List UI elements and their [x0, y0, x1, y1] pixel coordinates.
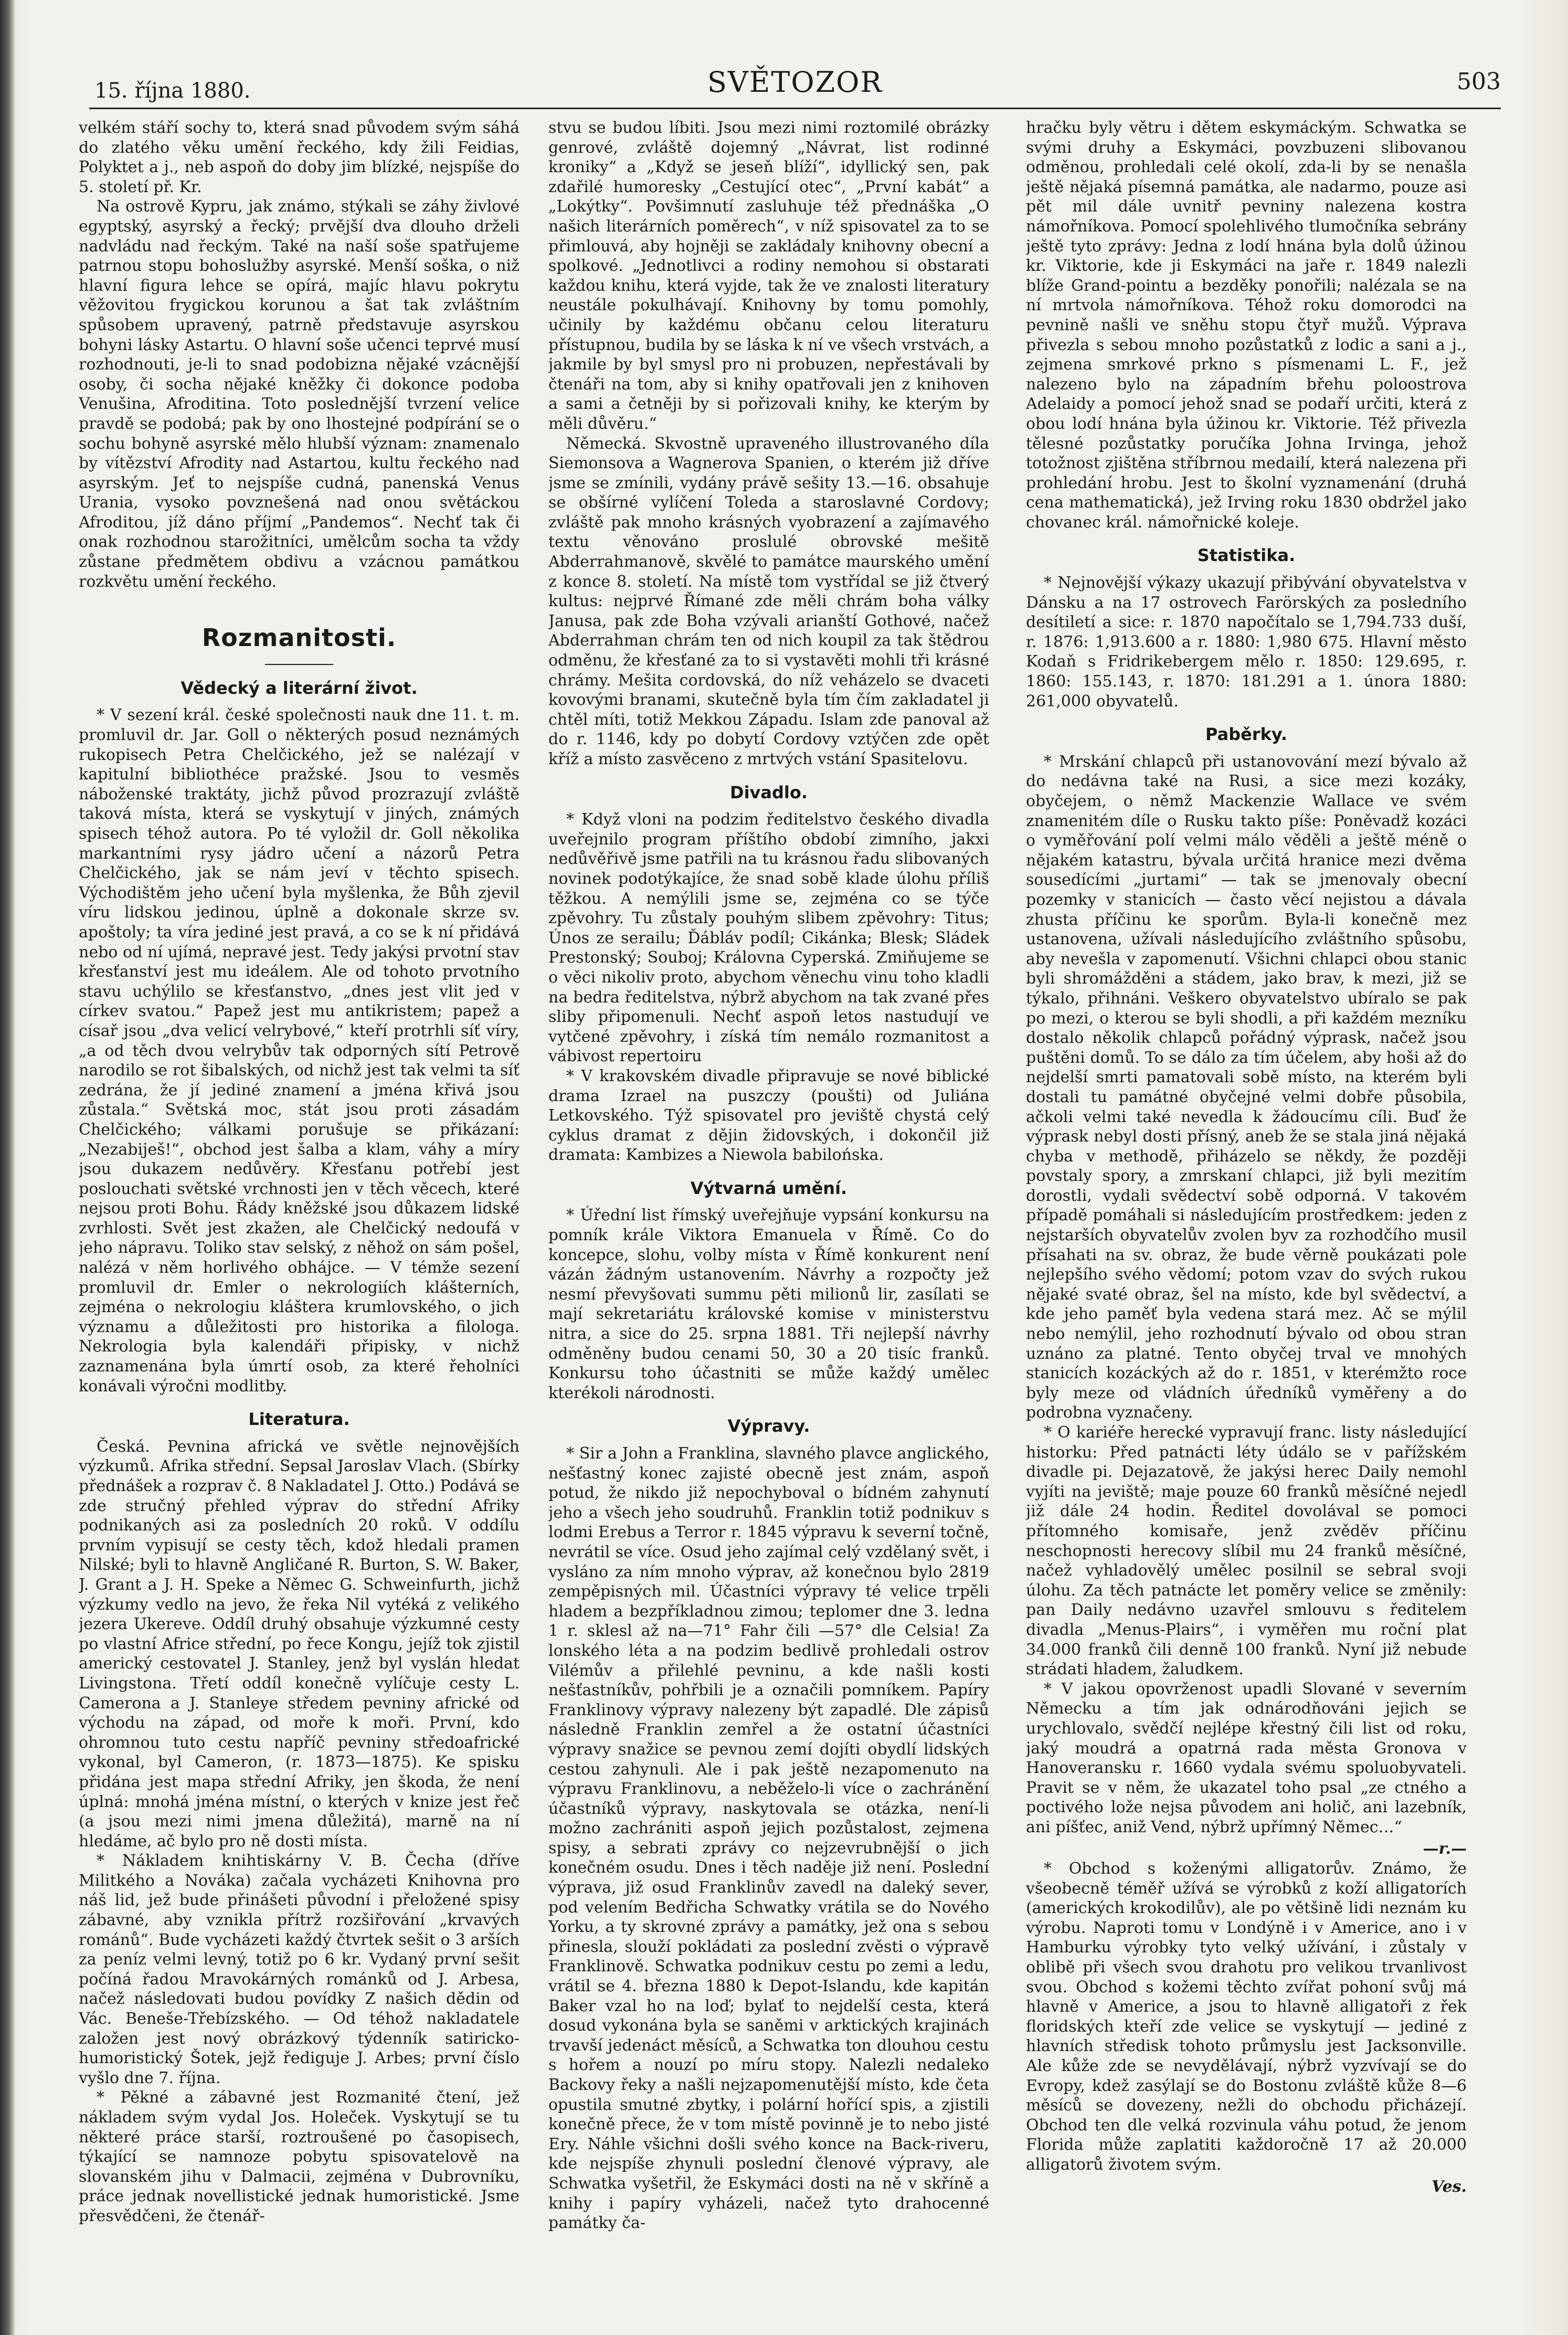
item-mrskani-chlapcu: * Mrskání chlapců při ustanovování mezí bývalo až do nedávna také na Rusi, a sice mezi kozáky, obyčejem, o němž Mackenzie Wallace ve svém znamenitém díle o Rusku takto píše: Poněvadž kozáci o vyměřování polí velmi málo věděli a ještě méně o nějakém katastru, bývala určitá hranice mezi dvěma sousedícími „jurtami“ — tak se jmenovaly obecní pozemky v stanicích — často věcí nejistou a dávala zhusta příčinu ke sporům. Byla-li konečně mez ustanovena, užívali následujícího zvláštního spůsobu, aby nevešla v zapomenutí. Všichni chlapci obou stanic byli shromážděni a stádem, jako brav, k mezi, již se týkalo, přihnáni. Veškero obyvatelstvo ubíralo se pak po mezi, o kterou se byli shodli, a při každém mezníku dostalo několik chlapců pořádný výprask, načež jsou puštěni domů. To se dálo za tím účelem, aby hoši až do nejdelší smrti pamatovali sobě místo, na kterém byli dostali tu památné obyčejné velmi dobře působila, ačkoli velmi také nevedla k žádoucímu cíli. Buď že výprask nebyl dosti přísný, aneb že se stala jiná nějaká chyba v methodě, přiházelo se někdy, že později povstaly spory, a zmrskaní chlapci, již byli mezitím dorostli, vydali svědectví sobě odporná. V takovém případě pomáhali si následujícím prostředkem: jeden z nejstarších obyvatelův zvolen byv za rozhodčího musil přísahati na sv. obraz, že bude věrně poukázati pole nejlepšího svého vědomí; potom vzav do svých rukou nějaké svaté obraz, šel na místo, kde byl svědectví, a kde jeho paměť byla vedena stará mez. Ač se mýlil nebo nemýlil, jeho rozhodnutí bývalo od obou stran uznáno za platné. Tento obyčej trval ve mnohých stanicích kozáckých až do r. 1851, v kterémžto roce byly meze od vládních úředníků vyměřeny a do podrobna vyznačeny.: [1026, 752, 1467, 1422]
column-3: [1026, 118, 1467, 2296]
page-header: [89, 55, 1501, 102]
item-dansko-obyvatelstvo: * Nejnovější výkazy ukazují přibývání obyvatelstva v Dánsku a na 17 ostrovech Farörských za posledního desítiletí a sice: r. 1870 napočítalo se 1,794.733 duší, r. 1876: 1,913.600 a r. 1880: 1,980 675. Hlavní město Kodaň s Fridrikebergem mělo r. 1850: 129.695, r. 1860: 155.143, r. 1870: 181.291 a 1. února 1880: 261,000 obyvatelů.: [1026, 574, 1467, 711]
item-ceske-divadlo: * Když vloni na podzim ředitelstvo českého divadla uveřejnilo program příštího období zimního, jakxi nedůvěřivě jsme patřili na tu krásnou řadu slibovaných novinek podotýkajíce, že snad sobě klade úlohu příliš těžkou. A nemýlili jsme se, zejména co se týče zpěvohry. Tu zůstaly pouhým slibem zpěvohry: Titus; Únos ze serailu; Ďábláv podíl; Cikánka; Blesk; Sládek Prestonský; Souboj; Královna Cyperská. Zmiňujeme se o věci nikoliv proto, abychom věnechu vinu toho kladli na bedra ředitelstva, nýbrž abychom na tak zvané přes sliby připomenuli. Nechť aspoň letos nastudují ve vytčené zpěvohry, i získá tím nemálo rozmanitost a vábivost repertoiru: [548, 810, 989, 1066]
page-binding-edge: [0, 0, 15, 2335]
periodical-title: SVĚTOZOR: [707, 66, 883, 99]
item-slovane-v-nemecku: * V jakou opovrženost upadli Slované v severním Německu a tím jak odnárodňováni jejich se urychlovalo, svědčí nejlépe křestný čili list od roku, jaký moudrá a opatrná rada města Gronova v Hanoveransku r. 1660 vydala svému spoluobyvateli. Pravit se v něm, že ukazatel toho psal „ze ctného a poctivého lože nejsa původem ani holič, ani lazebník, ani píšťec, aniž Vend, nýbrž upřímný Němec…“: [1026, 1679, 1467, 1836]
subheading-paberky: Paběrky.: [1205, 724, 1287, 745]
subheading-literatura: Literatura.: [248, 1409, 350, 1430]
header-date: 15. října 1880.: [94, 79, 251, 103]
item-rozmanite-cteni: * Pěkné a zábavné jest Rozmanité čtení, jež nákladem svým vydal Jos. Holeček. Vyskytují se tu některé práce starší, roztroušené po časopisech, týkající se namnoze pobytu spisovatelově na slovanském jihu v Dalmacii, zejména v Dubrovníku, práce jednak novellistické jednak humoristické. Jsme přesvědčeni, že čtenář-: [79, 2088, 520, 2225]
section-divider: [265, 664, 333, 665]
item-kariera-herecka: * O kariéře herecké vypravují franc. listy následující historku: Před patnácti léty údálo se v pařížském divadle pi. Dejazatově, že jakýsi herec Daily nemohl vyjíti na jeviště; maje pouze 60 franků měsíčné nejedl již dále 24 hodin. Ředitel dovolával se pomoci přítomného komisaře, jenž zvěděv příčinu neschopnosti herecovy slíbil mu 24 franků měsíčné, načež vyhladovělý umělec posilnil se sebral svoji úlohu. Za těch patnácte let poměry velice se změnily: pan Daily nedávno uzavřel smlouvu s ředitelem divadla „Menus-Plairs“, i vyměřen mu roční plat 34.000 franků čili denně 100 franků. Nyní již nebude strádati hladem, žaludkem.: [1026, 1423, 1467, 1679]
item-franklin-expedition-cont: hračku byly větru i dětem eskymáckým. Schwatka se svými druhy a Eskymáci, povzbuzeni slibovanou odměnou, prohledali celé okolí, zda-li by se nenašla ještě nějaká písemná památka, ale nadarmo, pouze asi pět mil dále uvnitř pevniny nalezena kostra námořníkova. Pomocí spolehlivého tlumočníka sebrány ještě tyto zprávy: Jedna z lodí hnána byla dolů úžinou kr. Viktorie, kde ji Eskymáci na jaře r. 1849 nalezli blíže Grand-pointu a bezděky ponořili; nalézala se na ní mrtvola námořníkova. Téhož roku domorodci na pevnině našli ve sněhu stopu čtyř mužů. Výprava přivezla s sebou mnoho pozůstatků z lodic a sani a j., zejmena smrkové prkno s písmenami L. F., jež nalezeno bylo na západním břehu poloostrova Adelaidy a pomocí jehož snad se podaří určiti, která z obou lodí hnána byla úžinou kr. Viktorie. Též přivezla tělesné pozůstatky poručíka Johna Irvinga, jehož totožnost zjištěna stříbrnou medailí, která nalezena při prohledání hrobu. Jest to školní vyznamenání (druhá cena mathematická), jež Irving roku 1830 obdržel jako chovanec král. námořnické koleje.: [1026, 119, 1467, 532]
item-obchod-alligatory: * Obchod s koženými alligatorův. Známo, že všeobecně téměř užívá se výrobků z koží alligatorích (amerických krokodilův), ale po většině lidi neznám ku výrobu. Naproti tomu v Londýně i v Americe, ano i v Hamburku výrobky tyto velký užívání, i zůstaly v oblibě při všech svou drahotu pro velikou trvanlivost svou. Obchod s kožemi těchto zvířat pohoní svůj má hlavně v Americe, a jsou to hlavně alligatoři z řek floridských kteří zde velice se vyskytují — jediné z hlavních středisk tohoto průmyslu jest Jacksonville. Ale kůže zde se nevydělávají, nýbrž vyzvívají se do Evropy, kdež zasýlají se do Bostonu zvláště kůže 8—6 měsíců se dovezeny, nežli do obchodu přicházejí. Obchod ten dle velká rozvinula váhu potud, že jenom Florida může zaplatiti každoročně 17 až 20.000 alligatorů životem svým.: [1026, 1859, 1467, 2174]
column-2: [548, 118, 989, 2296]
column-1: [79, 118, 520, 2296]
item-rozmanite-cteni-cont: stvu se budou líbiti. Jsou mezi nimi roztomilé obrázky genrové, zvláště dojemný „Návrat, list rodinné kroniky“ a „Když se jeseň blíží“, idyllický sen, pak zdařilé humoresky „Cestující otec“, „První kabát“ a „Lokýtky“. Povšimnutí zasluhuje též přednáška „O našich literárních poměrech“, v níž spisovatel za to se přimlouvá, aby hojněji se zakládaly knihovny obecní a spolkové. „Jednotlivci a rodiny nemohou si obstarati každou knihu, která vyjde, tak že ve znalosti literatury neustále pokulhávají. Knihovny by tomu pomohly, učinily by každému občanu celou literaturu přístupnou, budila by se láska k ní ve všech vrstvách, a jakmile by byl smysl pro ni probuzen, nepřestávali by čtenáři na tom, aby si knihy opatřovali jen z knihoven a sami a četněji by si pořizovali knihy, ke kterým by měli důvěru.“: [548, 119, 989, 433]
subheading-divadlo: Divadlo.: [730, 782, 808, 802]
item-spanien: Německá. Skvostně upraveného illustrovaného díla Siemonsova a Wagnerova Spanien, o kterém již dříve jsme se zmínili, vydány právě sešity 13.—16. obsahuje se obšírné vylíčení Toleda a staroslavné Cordovy; zvláště pak mnoho krásných vyobrazení a zajímavého textu věnováno proslulé obrovské mešitě Abderrahmanově, skvělé to památce maurského umění z konce 8. století. Na místě tom vystřídal se již čtverý kultus: nejprvé Římané zde měli chrám boha války Janusa, pak zde Boha vzývali arianští Gothové, načež Abderrahman chrám ten od nich koupil za tak štědrou odměnu, že křesťané za to si vystavěti mohli tři krásné chrámy. Mešita cordovská, do níž veházelo se dvaceti kovovými branami, skutečně byla tím čím zakladatel ji chtěl míti, totiž Mekkou Západu. Islam zde panoval až do r. 1146, kdy po dobytí Cordovy vztýčen zde opět kříž a místo zasvěceno z mrtvých vstání Spasitelovu.: [548, 434, 989, 768]
item-goll-chelcicky: * V sezení král. české společnosti nauk dne 11. t. m. promluvil dr. Jar. Goll o některých posud neznámých rukopisech Petra Chelčického, jež se nalézají v kapitulní bibliothéce pražské. Jsou to vesměs náboženské traktáty, jichž původ prozrazují zvláště taková místa, která se vyskytují v jiných, známých spisech téhož autora. Po té vyložil dr. Goll několika markantními rysy jádro učení a názorů Petra Chelčického, jak se nám jeví v těchto spisech. Východištěm jeho učení byla myšlenka, že Bůh zjevil víru lidskou jedinou, úplně a dokonale skrze sv. apoštoly; ta víra jediné jest pravá, a co se k ní přidává nebo od ní ujímá, nepravé jest. Tedy jakýsi prvotní stav křesťanství jest mu ideálem. Ale od tohoto prvotního stavu uchýlilo se křesťanstvo, „dnes jest vlit jed v církev svatou.“ Papež jest mu antikristem; papež a císař jsou „dva velicí velrybové,“ kteří protrhli síť víry, „a od těch dvou velrybův tak odporných sítí Petrově narodilo se rot šibalských, od nichž jest tak velmi ta síť zedrána, že jí jediné znamení a jména křivá jsou zůstala.“ Světská moc, stát jsou proti zásadám Chelčického; válkami porušuje se přikázaní: „Nezabiješ!“, obchod jest šalba a klam, váhy a míry jsou dukazem nedůvěry. Křesťanu potřebí jest poslouchati světské vrchnosti jen v těch věcech, které nejsou proti Bohu. Řády kněžské jsou důkazem lidské zvrhlosti. Svět jest zkažen, ale Chelčický nedoufá v jeho nápravu. Toliko stav selský, z něhož on sám pošel, nalézá v něm horlivého obhájce. — V témže sezení promluvil dr. Emler o nekrologiích klášterních, zejména o nekrologiu kláštera krumlovského, o jich významu a důležitosti pro historika a filologa. Nekrologia byla kalendáři připisky, v nichž zaznamenána byla úmrtí osob, za které řeholníci konávali výročni modlitby.: [79, 706, 520, 1396]
article-kypr-statue: Na ostrově Kypru, jak známo, stýkali se záhy živlové egyptský, asyrský a řecký; prvější dva dlouho drželi nadvládu nad řeckým. Také na naší soše spatřujeme patrnou stopu bohoslužby asyrské. Menší soška, o niž hlavní figura lehce se opírá, majíc hlavu pokrytu věžovitou frygickou korunou a šat tak zvláštním spůsobem upravený, patrně představuje asyrskou bohyni lásky Astartu. O hlavní soše učenci teprvé musí rozhodnouti, je-li to snad podobizna nějaké vzácnější osoby, či socha nějaké kněžky či dokonce podoba Venušina, Afroditina. Toto poslednější tvrzení velice pravdě se podobá; pak by ono lhostejné podpírání se o sochu bohyně asyrské mělo hlubší význam: znamenalo by vítězství Afrodity nad Astartou, kultu řeckého nad asyrským. Jeť to nejspíše cudná, panenská Venus Urania, vysoko povznešená nad onou světáckou Afroditou, jíž dáno příjmí „Pandemos“. Nechť tak či onak rozhodnou starožitníci, umělcům socha ta vždy zůstane předmětem obdivu a vzácnou památkou rozkvětu umění řeckého.: [79, 197, 520, 591]
item-pomnik-viktora-emanuela: * Úřední list římský uveřejňuje vypsání konkursu na pomník krále Viktora Emanuela v Římě. Co do koncepce, slohu, volby místa v Římě konkurent není vázán žádným ustanovením. Návrhy a rozpočty jež nesmí převyšovati summu pěti milionů lir, zasílati se mají sekretariátu královské komise v ministerstvu nitra, a sice do 25. srpna 1881. Tři nejlepší návrhy odměněny budou cenami 50, 30 a 20 tisíc franků. Konkursu toho účastniti se může každý umělec kterékoli národnosti.: [548, 1206, 989, 1402]
header-rule: [89, 108, 1501, 109]
section-heading-rozmanitosti: Rozmanitosti.: [202, 624, 397, 652]
subheading-vypravy: Výpravy.: [727, 1416, 810, 1436]
item-krakovske-divadlo: * V krakovském divadle připravuje se nové biblické drama Izrael na puszczy (poušti) od Juliána Letkovského. Týž spisovatel pro jeviště chystá celý cyklus dramat z dějin židovských, i dokončil již dramata: Kambizes a Niewola babilońska.: [548, 1066, 989, 1165]
item-knihovna-pro-nas-lid: * Nákladem knihtiskárny V. B. Čecha (dříve Militkého a Nováka) začala vycházeti Knihovna pro náš lid, jež bude přinášeti původní i přeložené spisy zábavné, aby vznikla přítrž rozšiřování „krvavých románů“. Bude vycházeti každý čtvrtek sešit o 3 arších za peníz velmi levný, totiž po 6 kr. Vydaný první sešit počíná řadou Mravokárných románků od J. Arbesa, načež následovati budou povídky Z našich dědin od Vác. Beneše-Třebízského. — Od téhož nakladatele založen jest nový obrázkový týdenník satiricko-humoristický Šotek, jejž řediguje J. Arbes; první číslo vyšlo dne 7. října.: [79, 1852, 520, 2087]
page-number: 503: [1457, 68, 1501, 95]
article-venus-end: velkém stáří sochy to, která snad původem svým sáhá do zlatého věku umění řeckého, kdy žili Feidias, Polyktet a j., neb aspoň do doby jim blízké, nejspíše do 5. století př. Kr.: [79, 119, 520, 196]
subheading-vedecky-zivot: Vědecký a literární život.: [181, 678, 418, 698]
subheading-vytvarna-umeni: Výtvarná umění.: [690, 1178, 847, 1198]
item-pevnina-africka: Česká. Pevnina africká ve světle nejnovějších výzkumů. Afrika střední. Sepsal Jaroslav Vlach. (Sbírky přednášek a rozprav č. 8 Nakladatel J. Otto.) Podává se zde stručný přehled výprav do střední Afriky podnikaných asi za posledních 20 roků. V oddílu prvním vypisují se cesty těch, kdož hledali pramen Nilské; byli to hlavně Angličané R. Burton, S. W. Baker, J. Grant a J. H. Speke a Němec G. Schweinfurth, jichž výzkumy vedlo na jevo, že řeka Nil vytéká z velikého jezera Ukereve. Oddíl druhý obsahuje výzkumné cesty po vlastní Africe střední, po řece Kongu, jejíž tok zjistil americký cestovatel J. Stanley, jenž byl vyslán hledat Livingstona. Třetí oddíl konečně vylíčuje cesty L. Camerona a J. Stanleye středem pevniny africké od východu na západ, od moře k moři. První, kdo ohromnou tuto cestu napříč pevniny středoafrické vykonal, byl Cameron, (r. 1873—1875). Ke spisku přidána jest mapa střední Afriky, jen škoda, že není úplná: mnohá jména místní, o kterých v knize jest řeč (a jsou mezi nimi jmena důležitá), marně na ní hledáme, ač bylo pro ně dosti místa.: [79, 1437, 520, 1851]
author-signature-ves: Ves.: [1432, 2177, 1467, 2196]
subheading-statistika: Statistika.: [1197, 545, 1296, 566]
author-signature-r: —r.—: [1423, 1840, 1467, 1858]
item-franklin-expedition: * Sir a John a Franklina, slavného plavce anglického, nešťastný konec zajisté obecně jest znám, aspoň potud, že nikdo již nepochyboval o bídném zahynutí jeho a všech jeho soudruhů. Franklin totiž podnikuv s lodmi Erebus a Terror r. 1845 výpravu k severní točně, nevrátil se více. Osud jeho zajímal celý vzdělaný svět, i vysláno za ním mnoho výprav, až konečnou bylo 2819 zempěpisných mil. Účastníci výpravy té velice trpěli hladem a bezpříkladnou zimou; teplomer dne 3. ledna 1 r. sklesl až na—71° Fahr čili —57° dle Celsia! Za lonského léta a na podzim bedlivě prohledali ostrov Vilémův a přilehlé pevninu, a kde našli kosti nešťastníkův, pohřbili je a označili pomníkem. Papíry Franklinovy výpravy nalezeny být zapadlé. Dle zápisů následně Franklin zemřel a že ostatní účastníci výpravy snažice se pevnou zemí dojíti obydlí lidských cestou zahynuli. Ale i pak ještě nezapomenuto na výpravu Franklinovu, a neběželo-li více o zachránění účastníků výpravy, naskytovala se otázka, není-li možno zachrániti aspoň jejich pozůstalost, zejmena spisy, a sebrati zprávy co nejzevrubnější o jich konečném osudu. Dnes i těch naděje již není. Poslední výprava, již osud Franklinův zavedl na daleký sever, pod velením Bedřicha Schwatky vrátila se do Nového Yorku, a ty skrovné zprávy a památky, jež ona s sebou přinesla, slouží pokládati za poslední zvěsti o výpravě Franklinově. Schwatka podnikuv cestu po zemi a ledu, vrátil se 4. března 1880 k Depot-Islandu, kde kapitán Baker vzal ho na loď; bylať to nejdelší cesta, která dosud vykonána byla se saněmi v arktických krajinách trvavší jedenáct měsíců, a Schwatka ton dlouhou cestu s hořem a nouzí po míru stopy. Nalezli nedaleko Backovy řeky a našli nejzapomenutější místo, kde četa opustila smutné zbytky, i polární hořící spis, a zjistili konečně přece, že v tom místě povinně je to nebo jisté Ery. Náhle všichni došli svého konce na Back-riveru, kde nejspíše zhynuli poslední členové výpravy, ale Schwatka vyšetřil, že Eskymáci dosti na ně v skříně a knihy i papíry vyházeli, načež tyto drahocenné památky ča-: [548, 1444, 989, 2233]
